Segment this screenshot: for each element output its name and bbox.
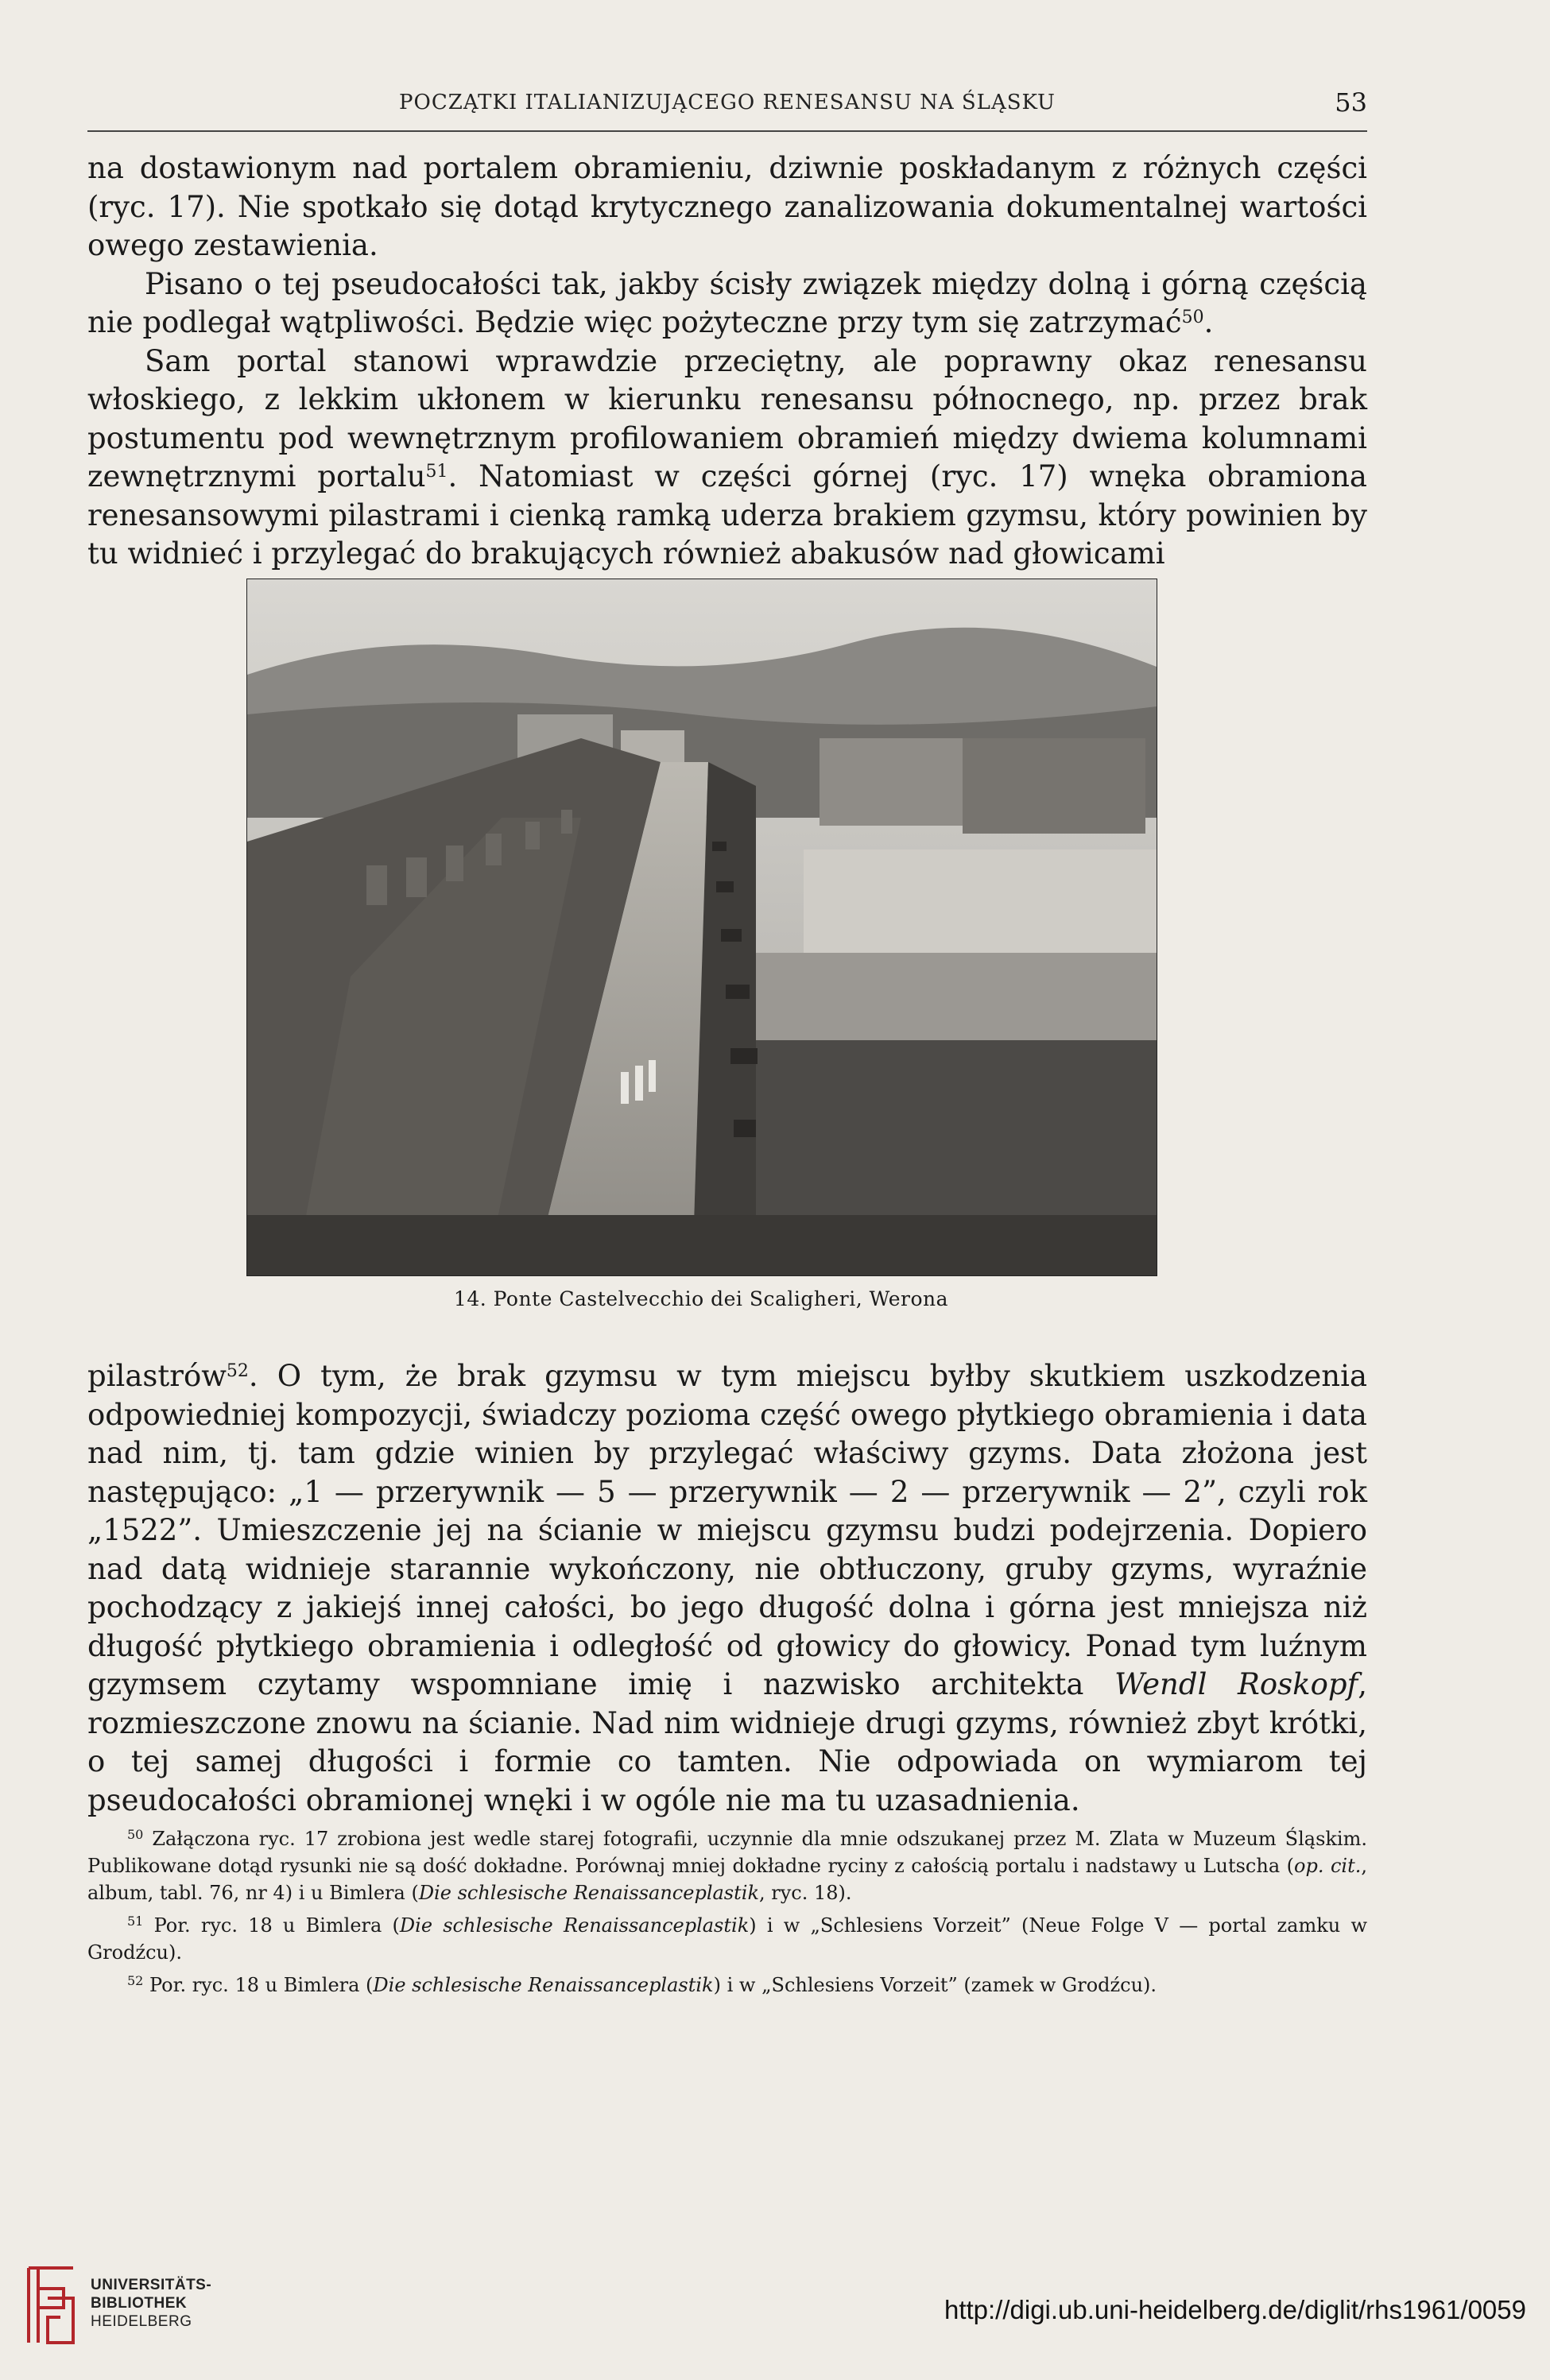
footnote-ref[interactable]: 52 xyxy=(226,1361,249,1381)
body-text-bottom xyxy=(87,1357,1367,1820)
body-text-top xyxy=(87,149,1367,574)
paragraph-text: . Natomiast w części górnej (ryc. 17) wnęka obramiona renesansowymi pilastrami i cienką ramką uderza brakiem gzymsu, który powinien by tu widnieć i przylegać do brakujących również abakusów nad głowicami xyxy=(87,459,1367,571)
footnote-text: Por. ryc. 18 u Bimlera ( xyxy=(143,1914,400,1937)
paragraph-text: . xyxy=(1203,305,1214,339)
source-url[interactable]: http://digi.ub.uni-heidelberg.de/diglit/rhs1961/0059 xyxy=(944,2295,1526,2324)
library-line: BIBLIOTHEK xyxy=(91,2295,188,2312)
footnote-52 xyxy=(87,1968,1367,1999)
library-line: HEIDELBERG xyxy=(91,2313,192,2330)
library-line: UNIVERSITÄTS- xyxy=(91,2277,212,2293)
footnote-book-title: Die schlesische Renaissanceplastik xyxy=(399,1914,750,1937)
figure-photo-bridge xyxy=(246,579,1157,1276)
footnote-mark: 50 xyxy=(127,1827,144,1842)
footnote-book-title: Die schlesische Renaissanceplastik xyxy=(418,1882,759,1904)
footnote-text: Załączona ryc. 17 zrobiona jest wedle starej fotografii, uczynnie dla mnie odszukanej przez M. Zlata w Muzeum Śląskim. Publikowane dotąd rysunki nie są dość dokładne. Porównaj mniej dokładne ryciny z całością portalu i nadstawy u Lutscha ( xyxy=(87,1828,1367,1877)
footnote-51 xyxy=(87,1908,1367,1966)
footnote-mark: 52 xyxy=(127,1973,144,1988)
footnote-mark: 51 xyxy=(127,1914,144,1929)
running-title: POCZĄTKI ITALIANIZUJĄCEGO RENESANSU NA ŚLĄSKU xyxy=(399,91,1056,114)
running-head xyxy=(87,86,1367,132)
figure-caption: 14. Ponte Castelvecchio dei Scaligheri, Werona xyxy=(453,1287,949,1310)
architect-name: Wendl Roskopf xyxy=(1114,1667,1358,1701)
footnote-50 xyxy=(87,1821,1367,1906)
footnotes xyxy=(87,1821,1367,2000)
paragraph xyxy=(87,342,1367,574)
footnote-text: , ryc. 18). xyxy=(758,1882,852,1904)
library-name xyxy=(91,2276,211,2331)
footnote-book-title: Die schlesische Renaissanceplastik xyxy=(373,1974,714,1996)
paragraph xyxy=(87,265,1367,342)
paragraph-text: pilastrów xyxy=(87,1359,227,1393)
paragraph xyxy=(87,149,1367,265)
paragraph xyxy=(87,1357,1367,1820)
bridge-photo xyxy=(247,579,1157,1275)
footnote-text: ) i w „Schlesiens Vorzeit” (Neue Folge V — portal zamku w Grodźcu). xyxy=(87,1914,1368,1964)
page-number: 53 xyxy=(1335,87,1367,118)
paragraph-text: , rozmieszczone znowu na ścianie. Nad nim widnieje drugi gzyms, również zbyt krótki, o tej samej długości i formie co tamten. Nie odpowiada on wymiarom tej pseudocałości obramionej wnęki i w ogóle nie ma tu uzasadnienia. xyxy=(87,1667,1368,1817)
footnote-text: op. cit. xyxy=(1294,1855,1362,1877)
footnote-text: , album, tabl. 76, nr 4) i u Bimlera ( xyxy=(87,1855,1367,1904)
footnote-text: ) i w „Schlesiens Vorzeit” (zamek w Grodźcu). xyxy=(713,1974,1157,1996)
library-emblem-icon xyxy=(22,2262,79,2349)
library-logo[interactable] xyxy=(22,2257,261,2360)
paragraph-text: Sam portal stanowi wprawdzie przeciętny, ale poprawny okaz renesansu włoskiego, z lekkim ukłonem w kierunku renesansu północnego, np. przez brak postumentu pod wewnętrznym profilowaniem obramień między dwiema kolumnami zewnętrznymi portalu xyxy=(87,343,1367,493)
paragraph-text: Pisano o tej pseudocałości tak, jakby ścisły związek między dolną i górną częścią nie podlegał wątpliwości. Będzie więc pożyteczne przy tym się zatrzymać xyxy=(87,266,1367,339)
footnote-ref[interactable]: 51 xyxy=(425,462,448,482)
paragraph-text: . O tym, że brak gzymsu w tym miejscu byłby skutkiem uszkodzenia odpowiedniej kompozycji, świadczy pozioma część owego płytkiego obramienia i data nad nim, tj. tam gdzie winien by przylegać właściwy gzyms. Data złożona jest następująco: „1 — przerywnik — 5 — przerywnik — 2 — przerywnik — 2”, czyli rok „1522”. Umieszczenie jej na ścianie w miejscu gzymsu budzi podejrzenia. Dopiero nad datą widnieje starannie wykończony, nie obtłuczony, gruby gzyms, wyraźnie pochodzący z jakiejś innej całości, bo jego długość dolna i górna jest mniejsza niż długość płytkiego obramienia i odległość od głowicy do głowicy. Ponad tym luźnym gzymsem czytamy wspomniane imię i nazwisko architekta xyxy=(87,1359,1367,1701)
paragraph-text: na dostawionym nad portalem obramieniu, dziwnie poskładanym z różnych części (ryc. 17). Nie spotkało się dotąd krytycznego zanalizowania dokumentalnej wartości owego zestawienia. xyxy=(87,151,1367,262)
footnote-text: Por. ryc. 18 u Bimlera ( xyxy=(143,1974,374,1996)
footnote-ref[interactable]: 50 xyxy=(1181,308,1204,327)
